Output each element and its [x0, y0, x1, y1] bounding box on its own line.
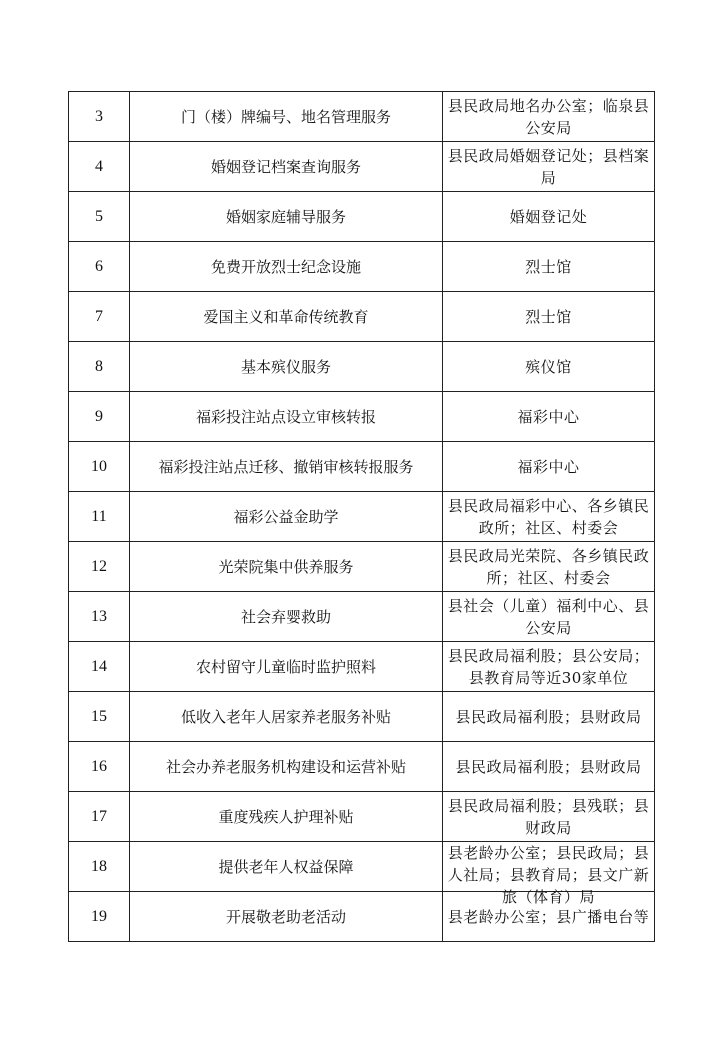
- responsible-unit-text: 县老龄办公室；县民政局；县人社局；县教育局；县文广新旅（体育）局: [447, 844, 650, 906]
- service-item: 社会办养老服务机构建设和运营补贴: [130, 742, 443, 792]
- responsible-unit-text: 县民政局地名办公室；临泉县公安局: [447, 96, 650, 137]
- service-item: 免费开放烈士纪念设施: [130, 242, 443, 292]
- responsible-unit: [443, 592, 655, 642]
- row-number: 6: [69, 242, 130, 292]
- responsible-unit-text: 县民政局光荣院、各乡镇民政所；社区、村委会: [447, 546, 650, 587]
- table-row: [69, 92, 655, 142]
- responsible-unit: [443, 792, 655, 842]
- service-item: 福彩公益金助学: [130, 492, 443, 542]
- service-item: 开展敬老助老活动: [130, 892, 443, 942]
- table-row: [69, 742, 655, 792]
- service-item: 低收入老年人居家养老服务补贴: [130, 692, 443, 742]
- responsible-unit-text: 县民政局福利股；县残联；县财政局: [447, 796, 650, 837]
- table-row: [69, 642, 655, 692]
- row-number: 5: [69, 192, 130, 242]
- table-row: [69, 392, 655, 442]
- service-table: [68, 91, 655, 942]
- row-number: 18: [69, 842, 130, 892]
- row-number: 10: [69, 442, 130, 492]
- responsible-unit-text: 福彩中心: [517, 457, 580, 476]
- responsible-unit-text: 县民政局福利股；县财政局: [455, 757, 642, 776]
- service-item: 婚姻家庭辅导服务: [130, 192, 443, 242]
- responsible-unit-text: 烈士馆: [525, 307, 572, 326]
- row-number: 15: [69, 692, 130, 742]
- responsible-unit: [443, 542, 655, 592]
- responsible-unit: [443, 742, 655, 792]
- service-item: 福彩投注站点设立审核转报: [130, 392, 443, 442]
- responsible-unit: [443, 642, 655, 692]
- service-item: 农村留守儿童临时监护照料: [130, 642, 443, 692]
- row-number: 16: [69, 742, 130, 792]
- row-number: 7: [69, 292, 130, 342]
- responsible-unit: [443, 292, 655, 342]
- responsible-unit-text: 殡仪馆: [525, 357, 572, 376]
- service-item: 社会弃婴救助: [130, 592, 443, 642]
- service-item: 光荣院集中供养服务: [130, 542, 443, 592]
- service-item: 爱国主义和革命传统教育: [130, 292, 443, 342]
- responsible-unit: [443, 192, 655, 242]
- row-number: 13: [69, 592, 130, 642]
- service-item: 福彩投注站点迁移、撤销审核转报服务: [130, 442, 443, 492]
- responsible-unit: [443, 342, 655, 392]
- service-table-body: [69, 92, 655, 942]
- row-number: 4: [69, 142, 130, 192]
- row-number: 11: [69, 492, 130, 542]
- table-row: [69, 242, 655, 292]
- table-row: [69, 842, 655, 892]
- responsible-unit: [443, 842, 655, 906]
- responsible-unit-text: 县民政局婚姻登记处；县档案局: [447, 146, 650, 187]
- service-item: 婚姻登记档案查询服务: [130, 142, 443, 192]
- table-row: [69, 592, 655, 642]
- row-number: 19: [69, 892, 130, 942]
- responsible-unit-text: 县社会（儿童）福利中心、县公安局: [447, 596, 650, 637]
- row-number: 9: [69, 392, 130, 442]
- table-row: [69, 292, 655, 342]
- responsible-unit: [443, 392, 655, 442]
- table-row: [69, 142, 655, 192]
- responsible-unit: [443, 142, 655, 192]
- table-row: [69, 692, 655, 742]
- service-item: 门（楼）牌编号、地名管理服务: [130, 92, 443, 142]
- responsible-unit: [443, 492, 655, 542]
- responsible-unit: [443, 242, 655, 292]
- responsible-unit-text: 福彩中心: [517, 407, 580, 426]
- responsible-unit-text: 县民政局福利股；县财政局: [455, 707, 642, 726]
- service-item: 提供老年人权益保障: [130, 842, 443, 892]
- table-row: [69, 442, 655, 492]
- responsible-unit-text: 县民政局福利股；县公安局；县教育局等近30家单位: [447, 646, 650, 687]
- table-row: [69, 342, 655, 392]
- table-row: [69, 192, 655, 242]
- service-item: 重度残疾人护理补贴: [130, 792, 443, 842]
- row-number: 3: [69, 92, 130, 142]
- table-row: [69, 792, 655, 842]
- table-row: [69, 542, 655, 592]
- responsible-unit-text: 烈士馆: [525, 257, 572, 276]
- table-row: [69, 492, 655, 542]
- responsible-unit-text: 县老龄办公室；县广播电台等: [447, 907, 650, 926]
- row-number: 17: [69, 792, 130, 842]
- row-number: 8: [69, 342, 130, 392]
- responsible-unit: [443, 442, 655, 492]
- responsible-unit-text: 县民政局福彩中心、各乡镇民政所；社区、村委会: [447, 496, 650, 537]
- row-number: 12: [69, 542, 130, 592]
- responsible-unit: [443, 692, 655, 742]
- responsible-unit: [443, 92, 655, 142]
- responsible-unit-text: 婚姻登记处: [509, 207, 588, 226]
- service-item: 基本殡仪服务: [130, 342, 443, 392]
- row-number: 14: [69, 642, 130, 692]
